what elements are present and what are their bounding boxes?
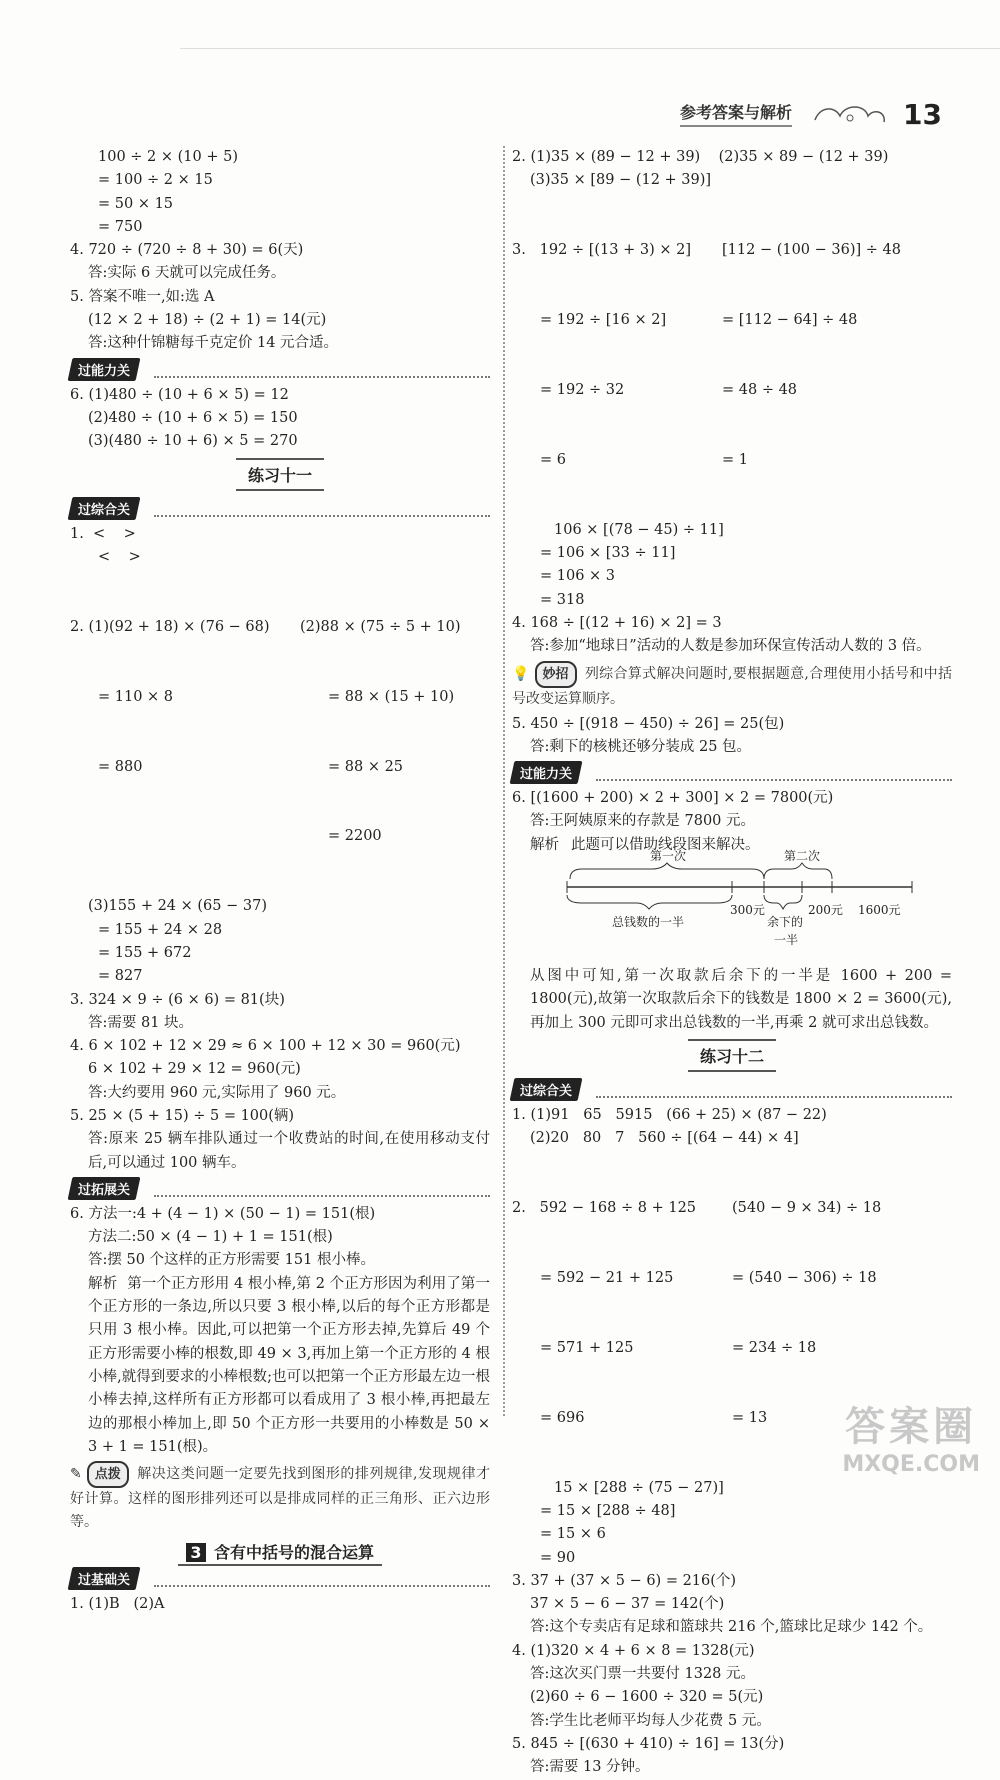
section-title: 练习十二 xyxy=(512,1039,952,1072)
calc-line: 3. 192 ÷ [(13 + 3) × 2] xyxy=(512,242,691,259)
calc-line: 15 × [288 ÷ (75 − 27)] xyxy=(554,1479,724,1496)
answer-line: 答:学生比老师平均每人少花费 5 元。 xyxy=(530,1712,771,1729)
cloud-decoration-icon xyxy=(810,98,890,128)
level-badge-row xyxy=(512,1078,952,1102)
answer-line: 4. (1)320 × 4 + 6 × 8 = 1328(元) xyxy=(512,1642,755,1659)
calc-line: = 110 × 8 xyxy=(98,688,174,705)
calc-line: = 155 + 672 xyxy=(98,944,192,961)
tip-text: 列综合算式解决问题时,要根据题意,合理使用小括号和中括号改变运算顺序。 xyxy=(512,665,952,707)
answer-line: < > xyxy=(98,548,141,565)
answer-line: 答:这种什锦糖每千克定价 14 元合适。 xyxy=(88,335,339,352)
answer-line: (2)20 80 7 560 ÷ [(64 − 44) × 4] xyxy=(530,1130,799,1147)
lightbulb-icon: 💡 xyxy=(512,665,530,682)
tip-badge: 点拨 xyxy=(87,1461,129,1488)
calc-line: 2. 592 − 168 ÷ 8 + 125 xyxy=(512,1200,697,1217)
answer-line: (2)60 ÷ 6 − 1600 ÷ 320 = 5(元) xyxy=(530,1689,764,1706)
diagram-label: 一半 xyxy=(774,933,799,948)
analysis-text: 此题可以借助线段图来解决。 xyxy=(571,836,760,853)
calc-line: = 880 xyxy=(98,758,143,775)
calc-line: (3)155 + 24 × (65 − 37) xyxy=(88,898,267,915)
answer-line: 2. (1)35 × (89 − 12 + 39) (2)35 × 89 − (12 + 39) xyxy=(512,149,889,165)
analysis-paragraph xyxy=(70,1273,490,1459)
answer-line: 答:实际 6 天就可以完成任务。 xyxy=(88,265,286,282)
answer-line: 6. [(1600 + 200) × 2 + 300] × 2 = 7800(元) xyxy=(512,790,834,807)
tip-badge: 妙招 xyxy=(535,661,577,688)
answer-line: 答:大约要用 960 元,实际用了 960 元。 xyxy=(88,1084,346,1101)
calc-line: = 234 ÷ 18 xyxy=(732,1339,817,1356)
calc-line: = 15 × 6 xyxy=(540,1526,606,1543)
level-badge: 过拓展关 xyxy=(68,1177,141,1200)
level-badge-row xyxy=(70,358,490,382)
level-badge: 过能力关 xyxy=(510,761,583,784)
calc-pair xyxy=(70,569,490,895)
answer-line: 答:需要 81 块。 xyxy=(88,1014,194,1031)
answer-line: 答:这次买门票一共要付 1328 元。 xyxy=(530,1666,756,1683)
answer-paragraph: 答:这个专卖店有足球和篮球共 216 个,篮球比足球少 142 个。 xyxy=(530,1619,933,1636)
diagram-label: 余下的 xyxy=(767,915,804,930)
watermark-logo: 答案圈 xyxy=(845,1404,978,1450)
calc-line: = 100 ÷ 2 × 15 xyxy=(98,172,213,189)
answer-line: 3. 37 + (37 × 5 − 6) = 216(个) xyxy=(512,1572,737,1589)
level-badge-row xyxy=(70,1567,490,1591)
answer-line: 答:需要 13 分钟。 xyxy=(530,1759,650,1776)
calc-line: = 90 xyxy=(540,1549,576,1566)
pencil-icon: ✎ xyxy=(70,1466,82,1483)
right-column xyxy=(512,146,952,1780)
diagram-label: 总钱数的一半 xyxy=(612,915,685,930)
calc-line: = 88 × (15 + 10) xyxy=(328,688,455,705)
left-column xyxy=(70,146,490,1616)
calc-line: = 6 xyxy=(540,451,566,468)
level-badge-row xyxy=(70,1177,490,1201)
level-badge: 过基础关 xyxy=(68,1567,141,1590)
calc-line: = 48 ÷ 48 xyxy=(722,381,798,398)
answer-line: 5. 25 × (5 + 15) ÷ 5 = 100(辆) xyxy=(70,1107,295,1124)
answer-line: 1. (1)B (2)A xyxy=(70,1596,165,1613)
calc-line: (540 − 9 × 34) ÷ 18 xyxy=(732,1200,882,1217)
calc-line: = 106 × [33 ÷ 11] xyxy=(540,545,676,562)
answer-line: (3)(480 ÷ 10 + 6) × 5 = 270 xyxy=(88,433,298,450)
answer-line: 5. 答案不唯一,如:选 A xyxy=(70,288,215,305)
calc-line: (2)88 × (75 ÷ 5 + 10) xyxy=(300,618,461,635)
calc-pair xyxy=(512,193,952,519)
answer-line: 4. 6 × 102 + 12 × 29 ≈ 6 × 100 + 12 × 30 = 960(元) xyxy=(70,1038,461,1055)
page-number: 13 xyxy=(903,98,942,131)
section-title: 练习十一 xyxy=(70,458,490,491)
calc-line: = 106 × 3 xyxy=(540,568,616,585)
calc-line: = 2200 xyxy=(328,828,382,845)
diagram-label: 第二次 xyxy=(784,849,821,864)
calc-line: = (540 − 306) ÷ 18 xyxy=(732,1269,877,1286)
answer-line: 答:王阿姨原来的存款是 7800 元。 xyxy=(530,813,756,830)
answer-line: 6. (1)480 ÷ (10 + 6 × 5) = 12 xyxy=(70,386,289,403)
level-badge: 过综合关 xyxy=(510,1078,583,1101)
answer-line: 3. 324 × 9 ÷ (6 × 6) = 81(块) xyxy=(70,991,285,1008)
diagram-label: 1600元 xyxy=(858,903,901,918)
calc-line: = 192 ÷ 32 xyxy=(540,381,625,398)
calc-line: = 696 xyxy=(540,1409,585,1426)
calc-line: = 571 + 125 xyxy=(540,1339,634,1356)
level-badge: 过综合关 xyxy=(68,497,141,520)
calc-line: = 750 xyxy=(98,218,143,235)
tip-box xyxy=(70,1461,490,1534)
answer-line: 1. (1)91 65 5915 (66 + 25) × (87 − 22) xyxy=(512,1106,827,1123)
calc-line: = 592 − 21 + 125 xyxy=(540,1269,674,1286)
answer-line: (2)480 ÷ (10 + 6 × 5) = 150 xyxy=(88,409,298,426)
diagram-label: 第一次 xyxy=(650,849,687,864)
answer-line: 答:摆 50 个这样的正方形需要 151 根小棒。 xyxy=(88,1252,375,1269)
answer-line: (3)35 × [89 − (12 + 39)] xyxy=(530,172,712,189)
level-badge-row xyxy=(70,497,490,521)
answer-line: 4. 168 ÷ [(12 + 16) × 2] = 3 xyxy=(512,614,722,631)
diagram-label: 300元 xyxy=(730,903,765,918)
level-badge: 过能力关 xyxy=(68,358,141,381)
answer-line: (12 × 2 + 18) ÷ (2 + 1) = 14(元) xyxy=(88,312,327,329)
calc-line: = 1 xyxy=(722,451,748,468)
answer-line: 37 × 5 − 6 − 37 = 142(个) xyxy=(530,1596,725,1613)
calc-line: = 88 × 25 xyxy=(328,758,404,775)
diagram-label: 200元 xyxy=(808,903,843,918)
calc-line: 2. (1)(92 + 18) × (76 − 68) xyxy=(70,618,270,635)
calc-line: 106 × [(78 − 45) ÷ 11] xyxy=(554,521,724,538)
analysis-paragraph: 从图中可知,第一次取款后余下的一半是 1600 + 200 = 1800(元),故第一次取款后余下的钱数是 1800 × 2 = 3600(元),再加上 300 元即可求出总钱数的一半,再乘 2 就可求出总钱数。 xyxy=(530,968,952,1031)
header-title: 参考答案与解析 xyxy=(680,100,792,127)
answer-line: 答:剩下的核桃还够分装成 25 包。 xyxy=(530,738,752,755)
unit-title: 3 含有中括号的混合运算 xyxy=(70,1540,490,1563)
analysis-label: 解析 xyxy=(530,836,559,853)
answer-line: 4. 720 ÷ (720 ÷ 8 + 30) = 6(天) xyxy=(70,242,304,259)
answer-paragraph: 答:参加“地球日”活动的人数是参加环保宣传活动人数的 3 倍。 xyxy=(530,638,931,655)
answer-line: 1. < > xyxy=(70,525,136,542)
site-watermark xyxy=(842,1395,980,1477)
calc-line: = 827 xyxy=(98,968,143,985)
calc-line: = 50 × 15 xyxy=(98,195,174,212)
calc-line: = 318 xyxy=(540,591,585,608)
answer-paragraph: 答:原来 25 辆车排队通过一个收费站的时间,在使用移动支付后,可以通过 100 辆车。 xyxy=(88,1131,490,1171)
answer-line: 6 × 102 + 29 × 12 = 960(元) xyxy=(88,1061,301,1078)
level-badge-row xyxy=(512,761,952,785)
column-divider xyxy=(503,146,505,1416)
calc-line: = 13 xyxy=(732,1409,768,1426)
analysis-text: 第一个正方形用 4 根小棒,第 2 个正方形因为利用了第一个正方形的一条边,所以只要 3 根小棒,以后的每个正方形都是只用 3 根小棒。因此,可以把第一个正方形去掉,先算后 49 个正方形需要小棒的根数,即 49 × 3,再加上第一个正方形的 4 根小棒,就得到要求的小棒根数;也可以把第一个正方形最左边一根小棒去掉,这样所有正方形都可以看成用了 3 根小棒,再把最左边的那根小棒加上,即 50 个正方形一共要用的小棒数是 50 × 3 + 1 = 151(根)。 xyxy=(88,1275,491,1455)
tip-box xyxy=(512,661,952,711)
tip-text: 解决这类问题一定要先找到图形的排列规律,发现规律才好计算。这样的图形排列还可以是排成同样的正三角形、正六边形等。 xyxy=(70,1466,490,1531)
calc-line: = 15 × [288 ÷ 48] xyxy=(540,1502,676,1519)
calc-line: = 155 + 24 × 28 xyxy=(98,921,223,938)
top-rule xyxy=(180,48,1000,49)
analysis-line xyxy=(512,834,952,857)
watermark-url: MXQE.COM xyxy=(842,1452,980,1477)
answer-line: 5. 845 ÷ [(630 + 410) ÷ 16] = 13(分) xyxy=(512,1735,785,1752)
answer-line: 方法二:50 × (4 − 1) + 1 = 151(根) xyxy=(88,1229,333,1246)
page-header xyxy=(680,98,890,128)
segment-diagram xyxy=(512,849,952,961)
calc-line: = [112 − 64] ÷ 48 xyxy=(722,312,858,329)
analysis-label: 解析 xyxy=(88,1275,118,1292)
calc-line: [112 − (100 − 36)] ÷ 48 xyxy=(722,242,901,259)
answer-line: 5. 450 ÷ [(918 − 450) ÷ 26] = 25(包) xyxy=(512,715,785,732)
calc-line: = 192 ÷ [16 × 2] xyxy=(540,312,667,329)
calc-line: 100 ÷ 2 × (10 + 5) xyxy=(98,149,238,165)
answer-line: 6. 方法一:4 + (4 − 1) × (50 − 1) = 151(根) xyxy=(70,1205,376,1222)
unit-number: 3 xyxy=(186,1543,206,1562)
